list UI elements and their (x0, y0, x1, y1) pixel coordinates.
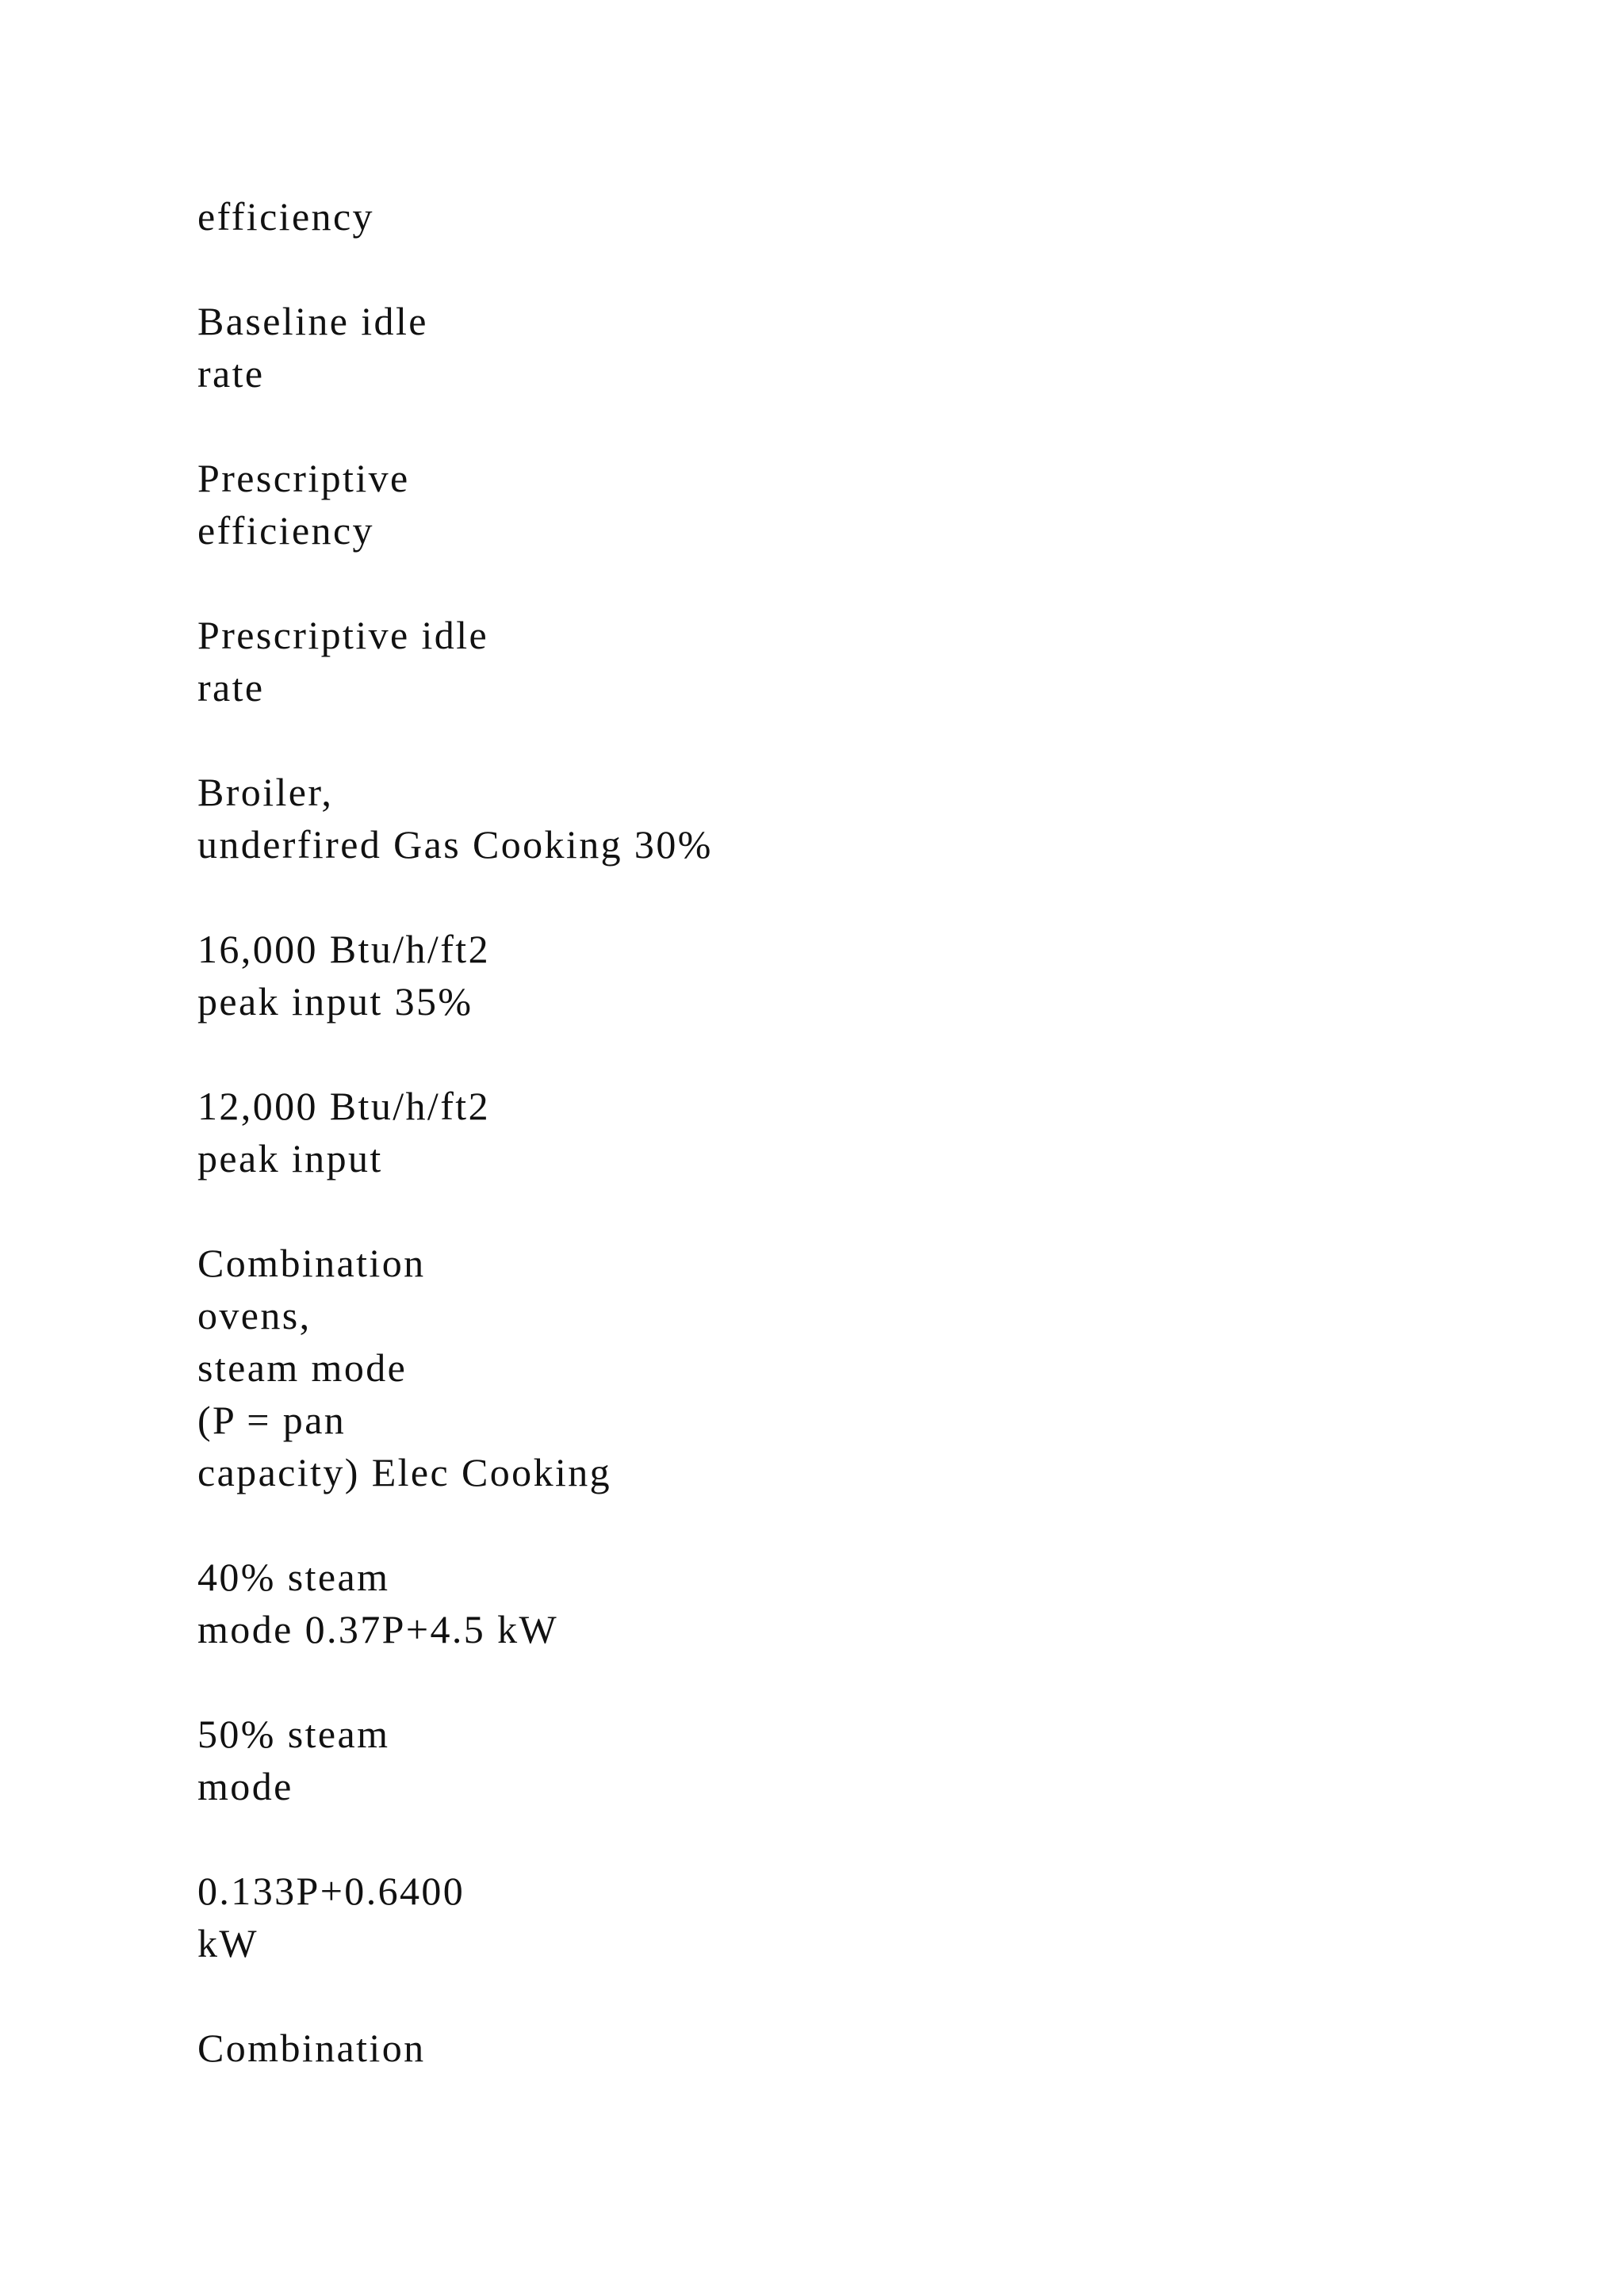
text-line: Baseline idle (197, 299, 428, 343)
paragraph (197, 452, 1545, 557)
text-line: underfired Gas Cooking 30% (197, 822, 713, 867)
paragraph (197, 1708, 1545, 1812)
text-line: rate (197, 351, 265, 396)
text-line: 50% steam (197, 1712, 390, 1756)
text-line: steam mode (197, 1345, 408, 1390)
text-line: Prescriptive (197, 456, 410, 500)
text-line: 0.133P+0.6400 (197, 1869, 465, 1913)
paragraph (197, 766, 1545, 871)
text-line: rate (197, 665, 265, 710)
paragraph (197, 609, 1545, 714)
text-line: mode (197, 1764, 293, 1808)
text-line: 16,000 Btu/h/ft2 (197, 927, 490, 971)
text-line: peak input 35% (197, 979, 473, 1024)
text-line: 40% steam (197, 1555, 390, 1599)
text-line: ovens, (197, 1293, 312, 1337)
paragraph (197, 1865, 1545, 1969)
paragraph (197, 295, 1545, 400)
paragraph (197, 1551, 1545, 1655)
paragraph (197, 2022, 1545, 2074)
text-line: kW (197, 1921, 259, 1965)
text-line: efficiency (197, 508, 374, 553)
text-line: Broiler, (197, 770, 334, 814)
text-line: Combination (197, 2026, 426, 2070)
text-line: capacity) Elec Cooking (197, 1450, 612, 1494)
text-line: Combination (197, 1241, 426, 1285)
text-line: 12,000 Btu/h/ft2 (197, 1084, 490, 1128)
paragraph (197, 1080, 1545, 1184)
paragraph (197, 1237, 1545, 1498)
text-line: Prescriptive idle (197, 613, 489, 657)
paragraph (197, 190, 1545, 243)
text-line: mode 0.37P+4.5 kW (197, 1607, 559, 1651)
text-line: (P = pan (197, 1398, 347, 1442)
text-line: peak input (197, 1136, 383, 1181)
text-line: efficiency (197, 194, 374, 239)
paragraph (197, 923, 1545, 1027)
document-body (197, 190, 1545, 2074)
